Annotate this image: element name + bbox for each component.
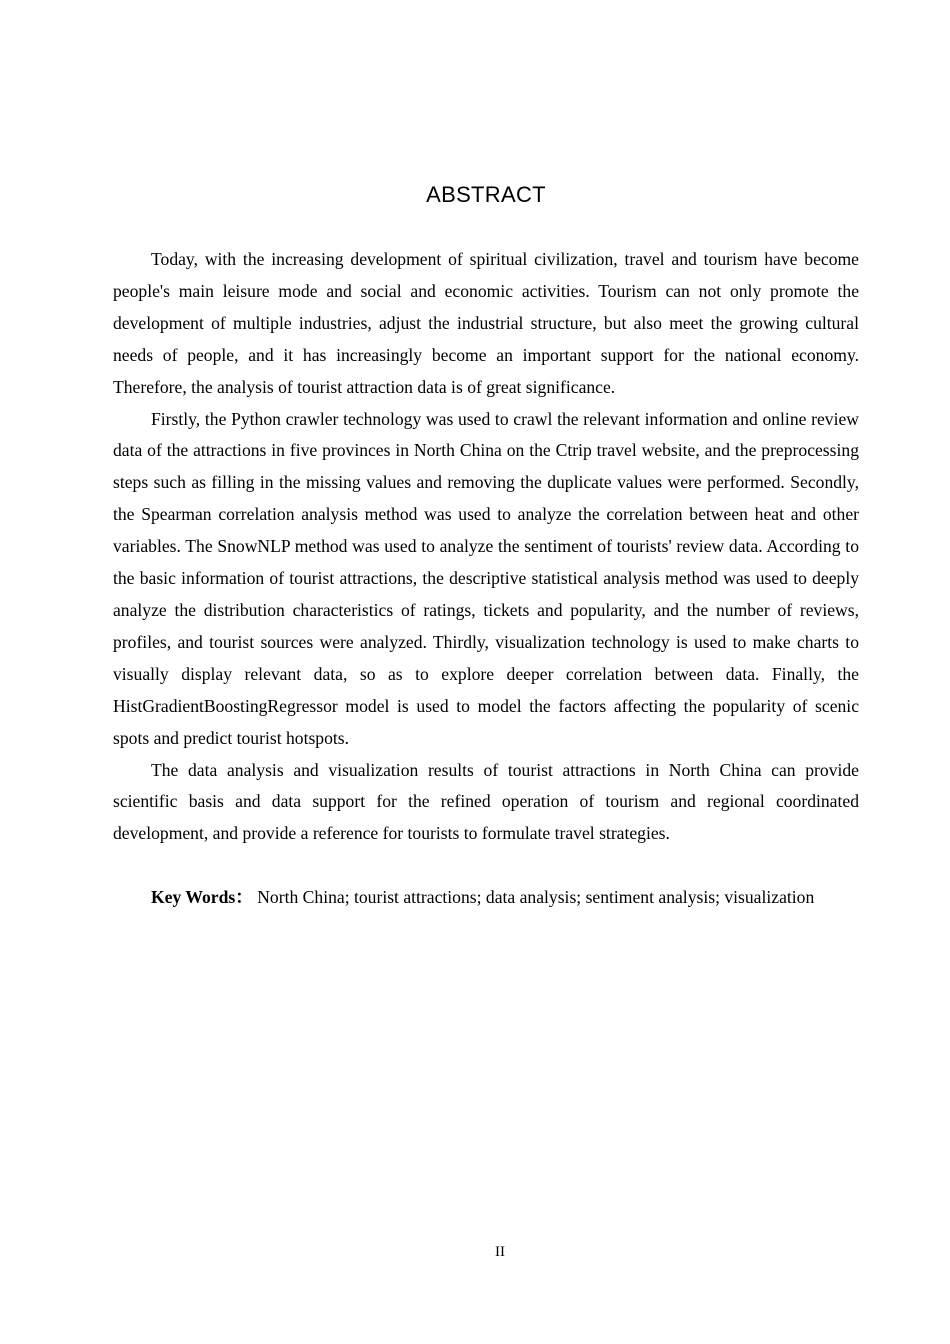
abstract-paragraph-2: Firstly, the Python crawler technology was used to crawl the relevant information and online review data of the attractions in five provinces in North China on the Ctrip travel website, and the preprocessing steps such as filling in the missing values and removing the duplicate values were performed. Secondly, the Spearman correlation analysis method was used to analyze the correlation between heat and other variables. The SnowNLP method was used to analyze the sentiment of tourists' review data. According to the basic information of tourist attractions, the descriptive statistical analysis method was used to deeply analyze the distribution characteristics of ratings, tickets and popularity, and the number of reviews, profiles, and tourist sources were analyzed. Thirdly, visualization technology is used to make charts to visually display relevant data, so as to explore deeper correlation between data. Finally, the HistGradientBoostingRegressor model is used to model the factors affecting the popularity of scenic spots and predict tourist hotspots. — [113, 408, 859, 748]
abstract-title: ABSTRACT — [426, 182, 546, 207]
abstract-paragraph-1: Today, with the increasing development of spiritual civilization, travel and tourism have become people's main leisure mode and social and economic activities. Tourism can not only promote the development of multiple industries, adjust the industrial structure, but also meet the growing cultural needs of people, and it has increasingly become an important support for the national economy. Therefore, the analysis of tourist attraction data is of great significance. — [113, 249, 859, 397]
paragraph-spacer — [113, 850, 859, 882]
keywords-line — [113, 882, 859, 914]
abstract-paragraph-3: The data analysis and visualization results of tourist attractions in North China can provide scientific basis and data support for the refined operation of tourism and regional coordinated development, and provide a reference for tourists to formulate travel strategies. — [113, 759, 859, 844]
page-number: II — [495, 1244, 505, 1260]
abstract-body — [113, 244, 859, 914]
keywords-text: North China; tourist attractions; data analysis; sentiment analysis; visualization — [252, 887, 815, 908]
keywords-label: Key Words： — [151, 887, 253, 908]
